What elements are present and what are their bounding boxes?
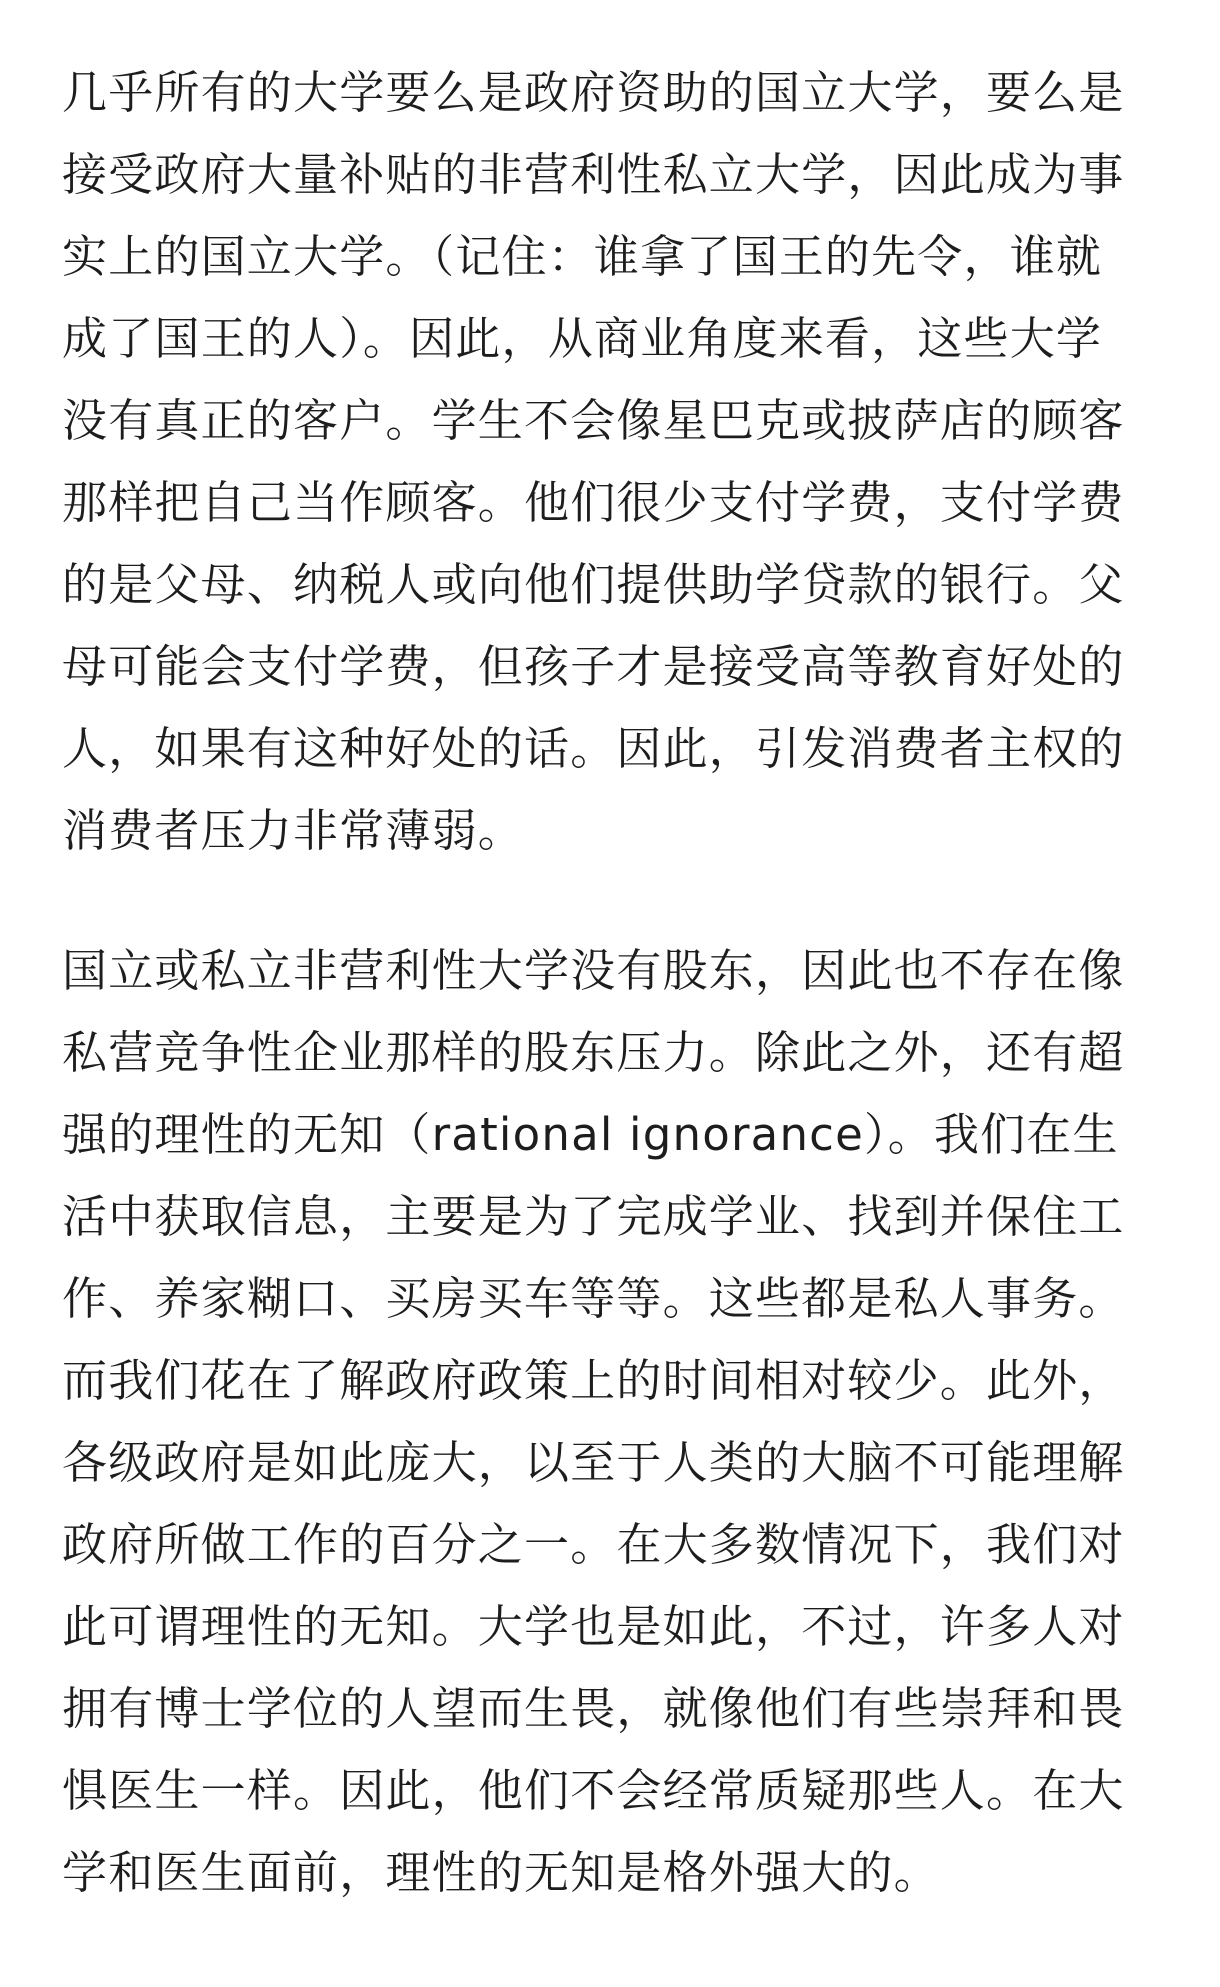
text-line: 消费者压力非常薄弱。 [62,804,525,857]
text-line: 而我们花在了解政府政策上的时间相对较少。此外， [62,1354,1125,1407]
text-line: 惧医生一样。因此，他们不会经常质疑那些人。在大 [62,1764,1125,1817]
text-line: 成了国王的人）。因此，从商业角度来看，这些大学 [62,312,1103,365]
text-line: 人，如果有这种好处的话。因此，引发消费者主权的 [62,722,1125,775]
text-line: 那样把自己当作顾客。他们很少支付学费，支付学费 [62,476,1125,529]
text-line: 没有真正的客户。学生不会像星巴克或披萨店的顾客 [62,394,1125,447]
text-line: 此可谓理性的无知。大学也是如此，不过，许多人对 [62,1600,1125,1653]
text-line: 拥有博士学位的人望而生畏，就像他们有些崇拜和畏 [62,1682,1125,1735]
text-line: 几乎所有的大学要么是政府资助的国立大学，要么是 [62,66,1125,119]
text-line: 活中获取信息，主要是为了完成学业、找到并保住工 [62,1190,1125,1243]
text-line: 接受政府大量补贴的非营利性私立大学，因此成为事 [62,148,1125,201]
text-line: 各级政府是如此庞大，以至于人类的大脑不可能理解 [62,1436,1125,1489]
text-line: 国立或私立非营利性大学没有股东，因此也不存在像 [62,944,1125,997]
text-line: 实上的国立大学。（记住：谁拿了国王的先令，谁就 [62,230,1103,283]
text-line: 私营竞争性企业那样的股东压力。除此之外，还有超 [62,1026,1125,1079]
text-line: 强的理性的无知（rational ignorance）。我们在生 [62,1108,1119,1161]
text-line: 政府所做工作的百分之一。在大多数情况下，我们对 [62,1518,1125,1571]
text-line: 学和医生面前，理性的无知是格外强大的。 [62,1846,940,1899]
paragraph-1 [62,52,1162,872]
text-line: 作、养家糊口、买房买车等等。这些都是私人事务。 [62,1272,1125,1325]
text-line: 的是父母、纳税人或向他们提供助学贷款的银行。父 [62,558,1125,611]
paragraph-2 [62,930,1162,1914]
text-line: 母可能会支付学费，但孩子才是接受高等教育好处的 [62,640,1125,693]
